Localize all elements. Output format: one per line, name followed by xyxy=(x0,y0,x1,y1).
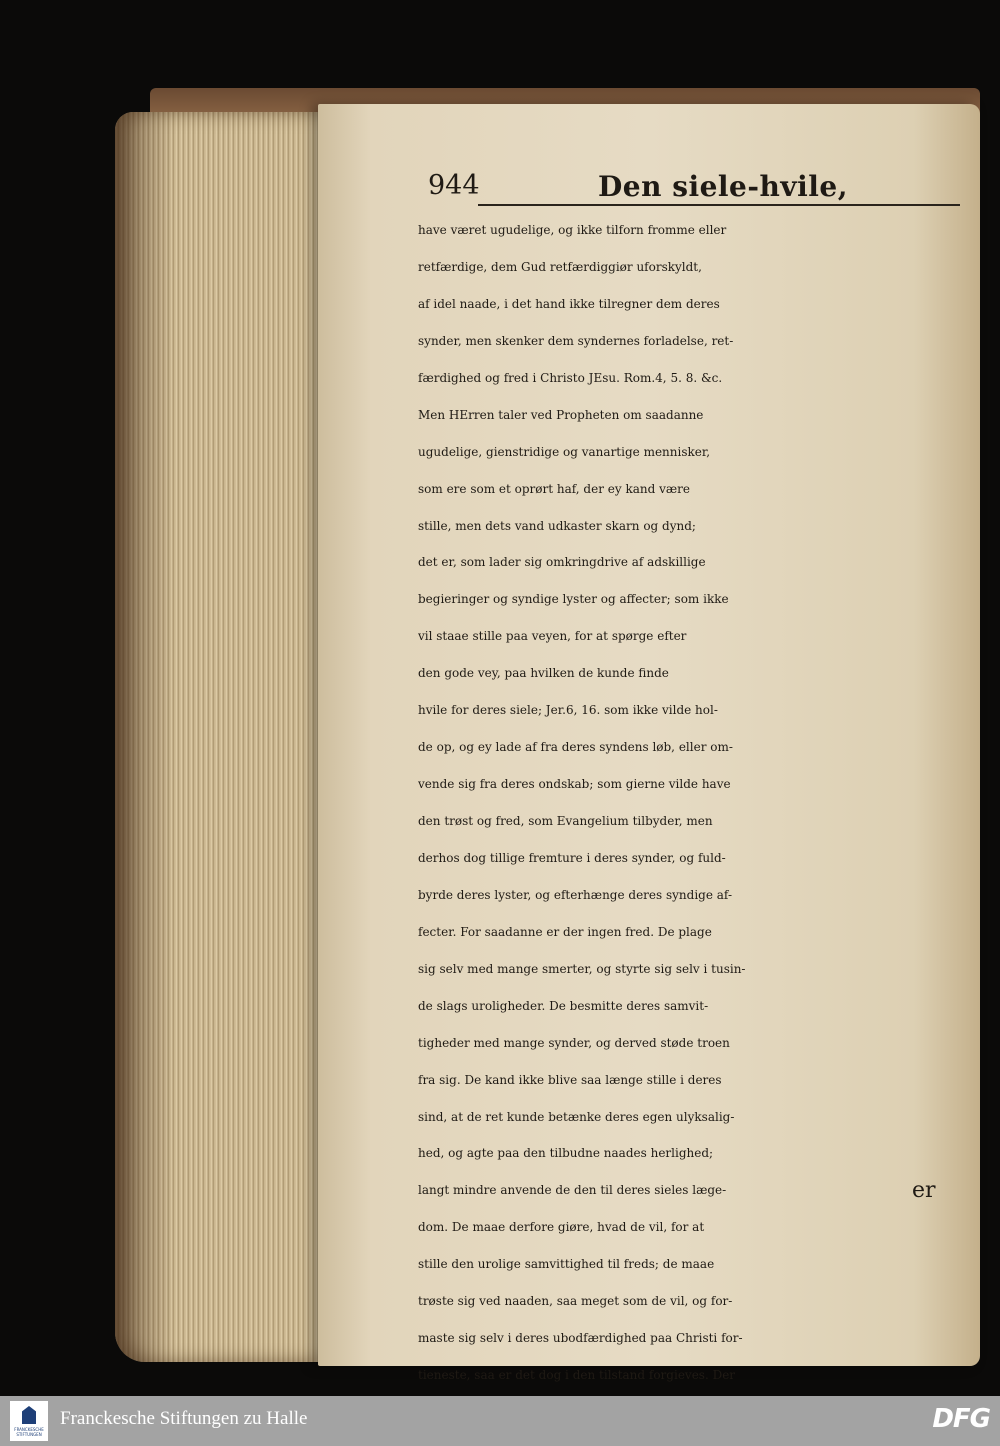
catchword: er xyxy=(912,1178,936,1203)
text-line: det er, som lader sig omkringdrive af adskillige xyxy=(418,555,706,570)
footer-bar xyxy=(0,1396,1000,1446)
text-line: trøste sig ved naaden, saa meget som de vil, og for- xyxy=(418,1294,733,1309)
institution-name[interactable]: Franckesche Stiftungen zu Halle xyxy=(60,1408,308,1429)
text-line: Men HErren taler ved Propheten om saadanne xyxy=(418,407,704,422)
text-line: stille, men dets vand udkaster skarn og dynd; xyxy=(418,518,696,533)
text-line: tigheder med mange synder, og derved støde troen xyxy=(418,1035,730,1050)
text-line: retfærdige, dem Gud retfærdiggiør uforskyldt, xyxy=(418,259,702,274)
text-line: langt mindre anvende de den til deres sieles læge- xyxy=(418,1183,727,1198)
text-line: den gode vey, paa hvilken de kunde finde xyxy=(418,666,669,681)
text-line: som ere som et oprørt haf, der ey kand være xyxy=(418,481,690,496)
text-line: sig selv med mange smerter, og styrte sig selv i tusin- xyxy=(418,961,746,976)
logo-text: FRANCKESCHE STIFTUNGEN xyxy=(14,1427,44,1437)
header-rule xyxy=(478,204,960,206)
running-title: Den siele-hvile, xyxy=(598,170,848,203)
page-number: 944 xyxy=(428,170,480,201)
text-line: ugudelige, gienstridige og vanartige mennisker, xyxy=(418,444,711,459)
text-line: begieringer og syndige lyster og affecter; som ikke xyxy=(418,592,729,607)
text-line: hed, og agte paa den tilbudne naades herlighed; xyxy=(418,1146,714,1161)
text-line: fra sig. De kand ikke blive saa længe stille i deres xyxy=(418,1072,722,1087)
text-line: derhos dog tillige fremture i deres synder, og fuld- xyxy=(418,850,726,865)
text-line: maste sig selv i deres ubodfærdighed paa Christi for- xyxy=(418,1331,743,1346)
text-line: have været ugudelige, og ikke tilforn fromme eller xyxy=(418,223,727,237)
text-line: færdighed og fred i Christo JEsu. Rom.4, 5. 8. &c. xyxy=(418,370,723,385)
text-line: tieneste, saa er det dog i den tilstand forgieves. Der xyxy=(418,1368,736,1383)
text-line: af idel naade, i det hand ikke tilregner dem deres xyxy=(418,296,720,311)
text-line: synder, men skenker dem syndernes forladelse, ret- xyxy=(418,333,734,348)
text-line: fecter. For saadanne er der ingen fred. De plage xyxy=(418,924,712,939)
text-line: de slags uroligheder. De besmitte deres samvit- xyxy=(418,998,709,1013)
text-line: den trøst og fred, som Evangelium tilbyder, men xyxy=(418,814,713,828)
text-line: de op, og ey lade af fra deres syndens løb, eller om- xyxy=(418,740,733,755)
text-line: dom. De maae derfore giøre, hvad de vil, for at xyxy=(418,1220,705,1235)
body-text xyxy=(418,212,966,1394)
text-line: byrde deres lyster, og efterhænge deres syndige af- xyxy=(418,887,732,902)
text-line: vil staae stille paa veyen, for at spørge efter xyxy=(418,629,687,644)
institution-logo[interactable] xyxy=(10,1401,48,1441)
dfg-logo[interactable]: DFG xyxy=(932,1404,990,1434)
logo-building-icon xyxy=(22,1406,36,1424)
page-stack-shadow xyxy=(115,112,175,1362)
page-header xyxy=(428,170,960,210)
text-line: vende sig fra deres ondskab; som gierne vilde have xyxy=(418,777,731,792)
text-line: stille den urolige samvittighed til freds; de maae xyxy=(418,1257,715,1272)
text-line: sind, at de ret kunde betænke deres egen ulyksalig- xyxy=(418,1109,735,1124)
text-line: hvile for deres siele; Jer.6, 16. som ikke vilde hol- xyxy=(418,703,718,718)
